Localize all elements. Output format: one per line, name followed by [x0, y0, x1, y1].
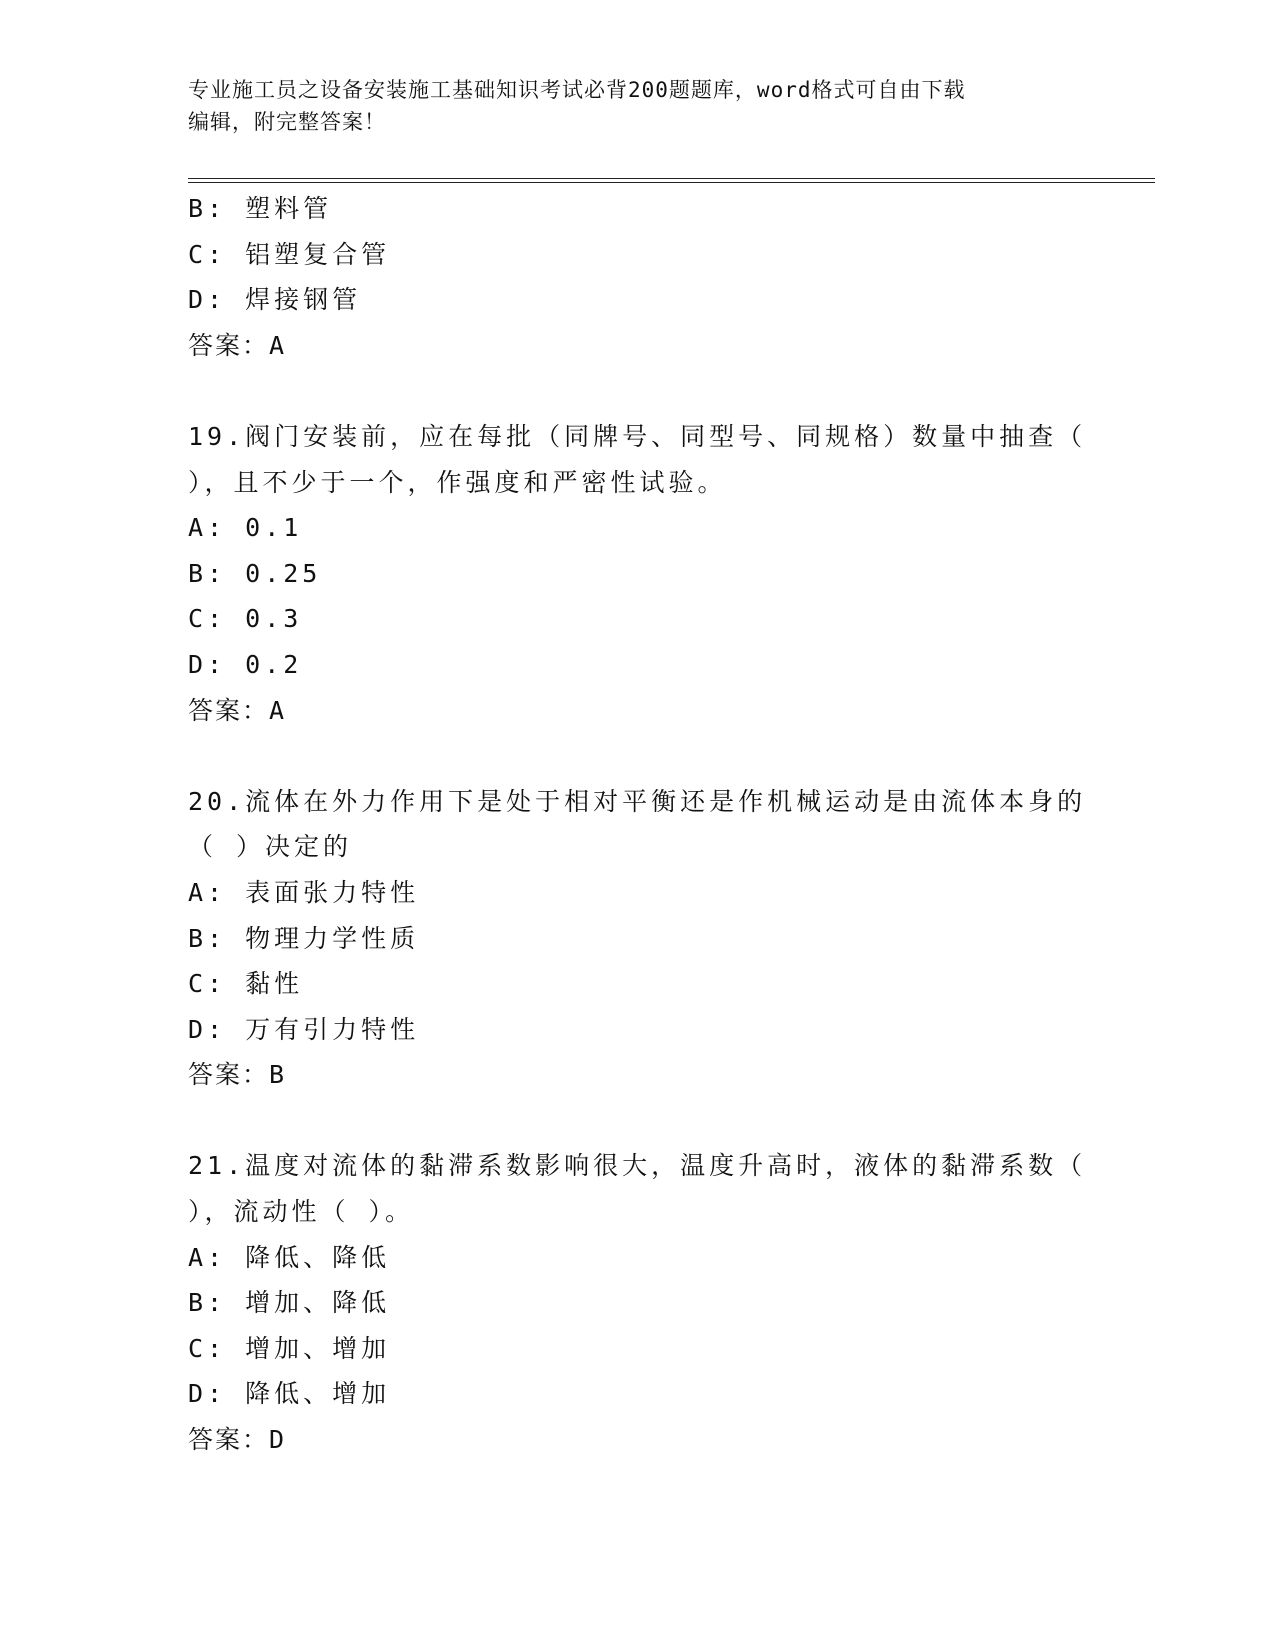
option-d: D: 焊接钢管 [188, 285, 362, 315]
question-stem: 19.阀门安装前，应在每批（同牌号、同型号、同规格）数量中抽查（ [188, 421, 1087, 451]
option-c: C: 0.3 [188, 604, 303, 634]
option-d: D: 0.2 [188, 649, 303, 679]
option-b: B: 增加、降低 [188, 1288, 391, 1318]
header-line-1: 专业施工员之设备安装施工基础知识考试必背200题题库，word格式可自由下载 [188, 78, 966, 102]
header-divider-bottom [188, 182, 1155, 183]
answer: 答案：D [188, 1425, 287, 1455]
option-b: B: 塑料管 [188, 194, 333, 223]
option-b: B: 物理力学性质 [188, 923, 420, 953]
answer: 答案：B [188, 1060, 287, 1090]
option-a: A: 表面张力特性 [188, 877, 420, 907]
question-stem: 20.流体在外力作用下是处于相对平衡还是作机械运动是由流体本身的 [188, 786, 1087, 816]
question-21 [188, 1143, 1118, 1462]
question-20 [188, 779, 1118, 1098]
answer: 答案：A [188, 330, 287, 360]
option-a: A: 0.1 [188, 513, 303, 543]
spacer [188, 1098, 1118, 1144]
question-19 [188, 414, 1118, 733]
option-d: D: 降低、增加 [188, 1379, 391, 1409]
spacer [188, 733, 1118, 779]
question-stem: ），且不少于一个，作强度和严密性试验。 [188, 467, 727, 497]
question-18-continued [188, 186, 1118, 368]
header-divider-top [188, 178, 1155, 179]
question-stem: 21.温度对流体的黏滞系数影响很大，温度升高时，液体的黏滞系数（ [188, 1151, 1087, 1181]
option-c: C: 铝塑复合管 [188, 239, 391, 269]
option-c: C: 黏性 [188, 969, 304, 999]
option-a: A: 降低、降低 [188, 1242, 391, 1272]
option-c: C: 增加、增加 [188, 1333, 391, 1363]
header-line-2: 编辑，附完整答案！ [188, 110, 386, 134]
document-header [188, 74, 1088, 138]
question-stem: （ ）决定的 [188, 832, 353, 862]
question-stem: ），流动性（ ）。 [188, 1197, 415, 1227]
spacer [188, 368, 1118, 414]
question-list [188, 186, 1118, 1463]
option-d: D: 万有引力特性 [188, 1014, 420, 1044]
answer: 答案：A [188, 695, 287, 725]
option-b: B: 0.25 [188, 558, 322, 588]
